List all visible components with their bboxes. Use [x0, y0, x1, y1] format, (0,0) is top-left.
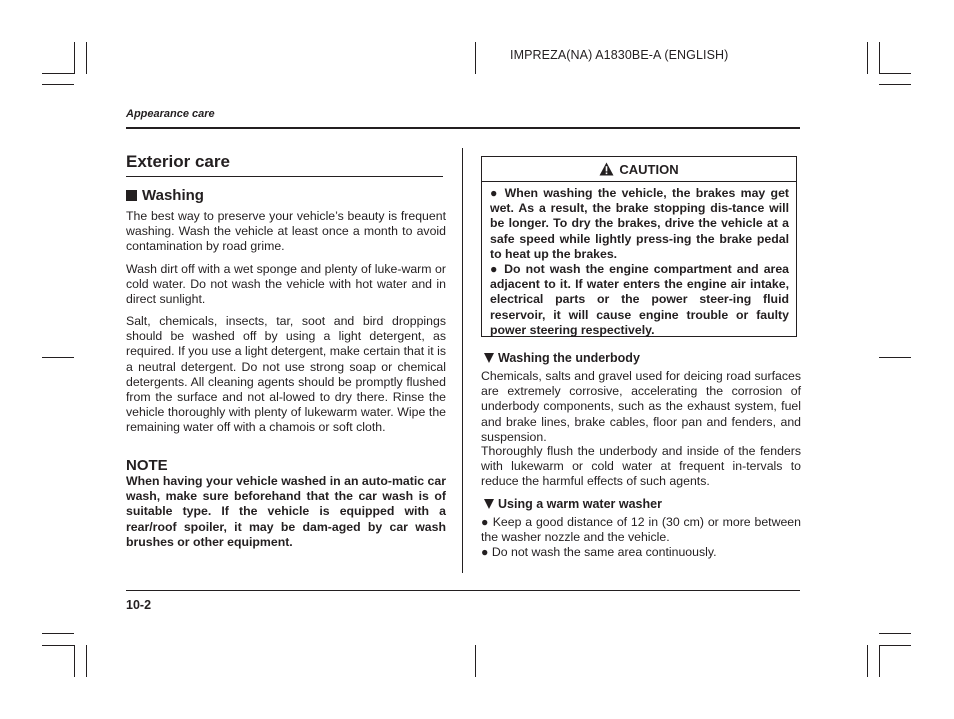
crop-mark	[475, 42, 476, 74]
caution-body	[482, 182, 796, 338]
crop-mark	[867, 42, 868, 74]
crop-mark	[86, 645, 87, 677]
paragraph: The best way to preserve your vehicle’s beauty is frequent washing. Wash the vehicle at least once a month to avoid contamination by road grime.	[126, 209, 446, 254]
crop-mark	[879, 645, 880, 677]
crop-mark	[879, 633, 911, 634]
crop-mark	[86, 42, 87, 74]
crop-mark	[879, 42, 880, 74]
caution-item: ● Do not wash the engine compartment and area adjacent to it. If water enters the engine air intake, electrical parts or the power steer-ing fluid reservoir, it will cause engine trouble or faulty power steering respectively.	[490, 262, 789, 337]
crop-mark	[879, 645, 911, 646]
crop-mark	[42, 645, 74, 646]
crop-mark	[42, 633, 74, 634]
paragraph: Chemicals, salts and gravel used for deicing road surfaces are extremely corrosive, accelerating the corrosion of underbody components, such as the exhaust system, fuel and brake lines, brake cables, floor pan and fenders, and suspension.	[481, 369, 801, 444]
underbody-heading-text: Washing the underbody	[498, 351, 640, 365]
page-title: Exterior care	[126, 152, 230, 171]
triangle-bullet-icon	[484, 353, 494, 363]
crop-mark	[879, 84, 911, 85]
caution-title: CAUTION	[619, 161, 679, 177]
title-underline	[126, 176, 443, 177]
paragraph: Salt, chemicals, insects, tar, soot and bird droppings should be washed off by using a light detergent, as required. If you use a light detergent, make certain that it is a neutral detergent. Do not use strong soap or chemical detergents. All cleaning agents should be promptly flushed from the surface and not al-lowed to dry there. Rinse the vehicle thoroughly with plenty of lukewarm water. Wipe the remaining water off with a chamois or soft cloth.	[126, 314, 446, 435]
washer-heading-text: Using a warm water washer	[498, 497, 662, 511]
list-item: ● Keep a good distance of 12 in (30 cm) or more between the washer nozzle and the vehicle.	[481, 515, 801, 545]
square-bullet-icon	[126, 190, 137, 201]
header-rule	[126, 127, 800, 129]
list-item: ● Do not wash the same area continuously.	[481, 545, 717, 559]
subtitle	[126, 187, 204, 204]
paragraph: Thoroughly flush the underbody and inside of the fenders with lukewarm or cold water at frequent in-tervals to reduce the harmful effects of such agents.	[481, 444, 801, 489]
crop-mark	[475, 645, 476, 677]
note-text: When having your vehicle washed in an auto-matic car wash, make sure beforehand that the car wash is of suitable type. If the vehicle is equipped with a rear/roof spoiler, it may be dam-aged by car wash brushes or other equipment.	[126, 474, 446, 549]
crop-mark	[42, 84, 74, 85]
triangle-bullet-icon	[484, 499, 494, 509]
crop-mark	[74, 645, 75, 677]
crop-mark	[74, 42, 75, 74]
caution-header	[482, 157, 796, 182]
crop-mark	[42, 73, 74, 74]
column-divider	[462, 148, 463, 573]
crop-mark	[879, 357, 911, 358]
footer-rule	[126, 590, 800, 591]
crop-mark	[867, 645, 868, 677]
subtitle-text: Washing	[142, 187, 204, 204]
caution-box	[481, 156, 797, 337]
paragraph: Wash dirt off with a wet sponge and plenty of luke-warm or cold water. Do not wash the vehicle with hot water and in direct sunlight.	[126, 262, 446, 307]
washer-heading	[484, 497, 662, 511]
crop-mark	[42, 357, 74, 358]
caution-item: ● When washing the vehicle, the brakes may get wet. As a result, the brake stopping dis-tance will be longer. To dry the brakes, drive the vehicle at a safe speed while lightly press-ing the brake pedal to heat up the brakes.	[490, 186, 789, 261]
crop-mark	[879, 73, 911, 74]
underbody-heading	[484, 351, 640, 365]
section-header: Appearance care	[126, 108, 215, 120]
page-number: 10-2	[126, 598, 152, 612]
document-code: IMPREZA(NA) A1830BE-A (ENGLISH)	[510, 48, 729, 62]
warning-icon	[599, 162, 614, 176]
note-heading: NOTE	[126, 457, 168, 474]
